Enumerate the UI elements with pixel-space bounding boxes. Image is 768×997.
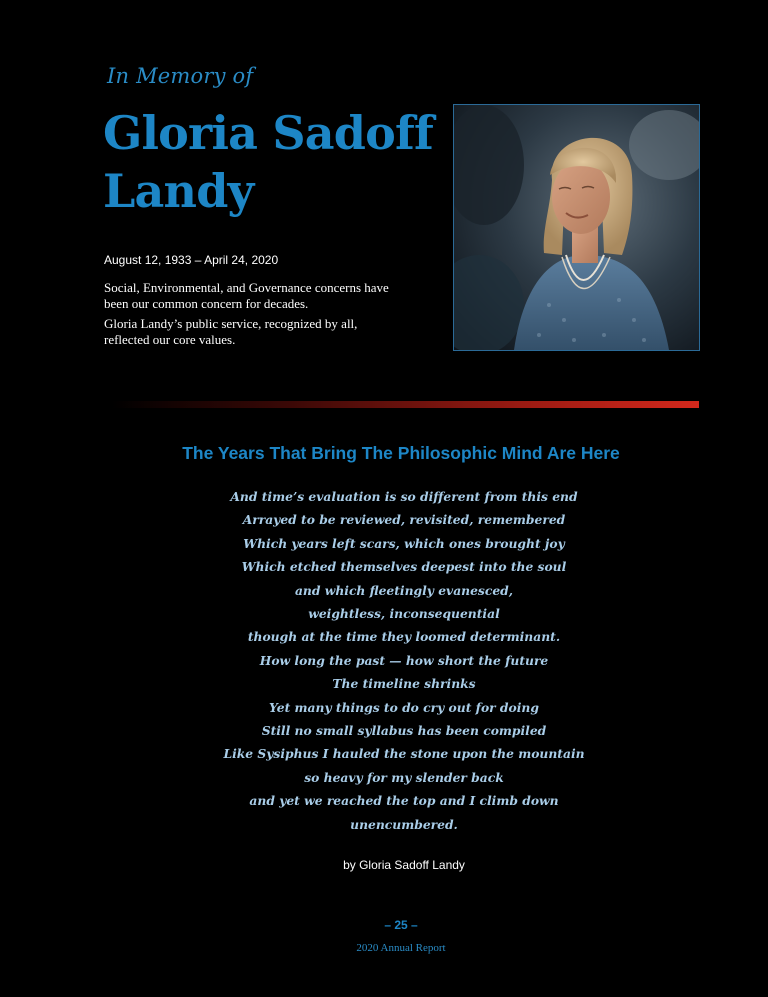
life-dates: August 12, 1933 – April 24, 2020 [104,253,279,267]
report-label: 2020 Annual Report [356,942,446,954]
poem-body [0,485,768,836]
poem-line: And time’s evaluation is so different from this end [230,489,578,504]
poem-line: Like Sysiphus I hauled the stone upon the mountain [223,746,585,762]
poem-title: The Years That Bring The Philosophic Mind Are Here [182,443,620,463]
poem-byline: by Gloria Sadoff Landy [343,858,465,872]
portrait-photo [453,104,700,351]
poem-line: Which etched themselves deepest into the soul [241,559,567,575]
in-memory-heading: In Memory of [107,64,254,88]
poem-line: though at the time they loomed determinant. [247,629,561,645]
portrait-illustration [454,105,699,350]
page-number: – 25 – [384,918,418,932]
poem-line: How long the past — how short the future [259,652,549,668]
poem-line: Still no small syllabus has been compiled [261,723,547,739]
poem-line: weightless, inconsequential [308,606,500,622]
intro-paragraph: Social, Environmental, and Governance concerns have been our common concern for decades. [104,280,389,311]
memorial-name: Gloria Sadoff Landy [103,106,434,218]
poem-line: Yet many things to do cry out for doing [269,699,539,715]
poem-line: The timeline shrinks [332,676,476,692]
poem-line: Which years left scars, which ones brought joy [243,535,565,551]
intro-paragraph: Gloria Landy’s public service, recognized by all, reflected our core values. [104,316,358,347]
poem-line: unencumbered. [350,816,458,832]
red-divider [112,401,699,408]
intro-text [104,280,404,352]
poem-line: and yet we reached the top and I climb down [249,793,559,809]
poem-line: and which fleetingly evanesced, [294,582,514,598]
poem-line: so heavy for my slender back [304,769,504,785]
poem-line: Arrayed to be reviewed, revisited, remembered [242,512,566,528]
